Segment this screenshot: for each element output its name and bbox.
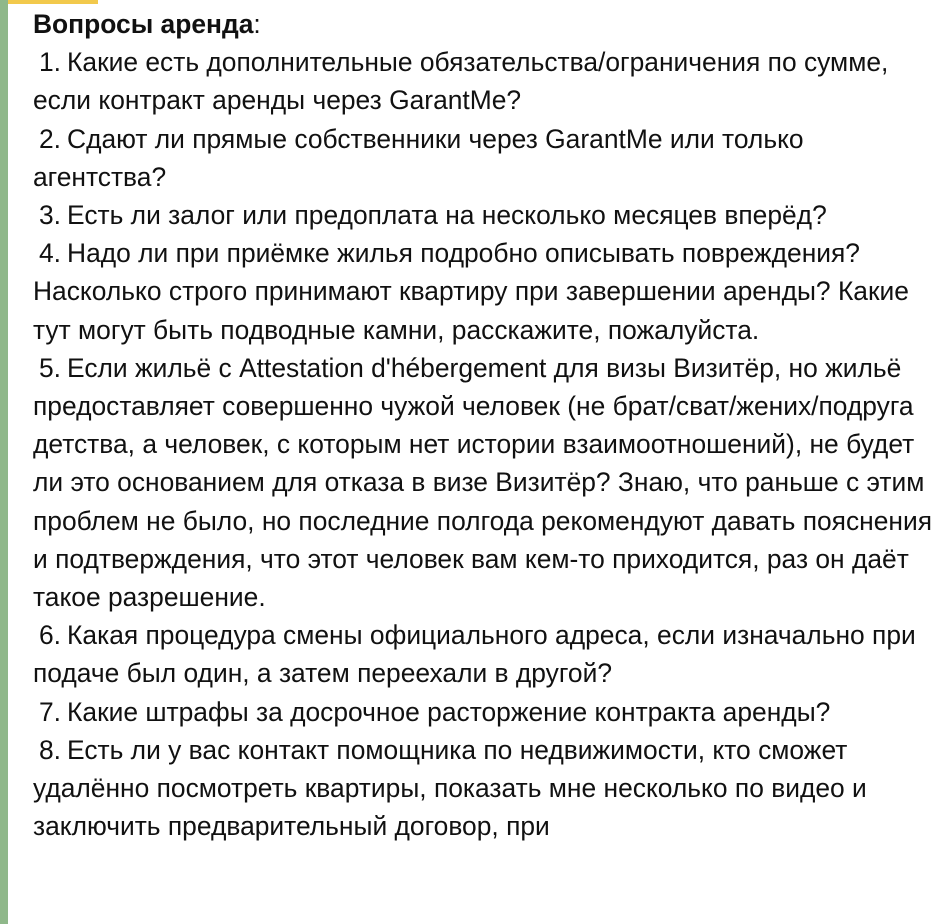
question-item-2 <box>33 120 938 196</box>
question-item-6 <box>33 616 938 692</box>
question-item-1 <box>33 43 938 119</box>
question-number: 8. <box>39 734 62 765</box>
question-number: 6. <box>39 620 62 651</box>
question-text: Есть ли залог или предоплата на несколько месяцев вперёд? <box>67 200 827 231</box>
question-number: 3. <box>39 200 62 231</box>
question-text: Сдают ли прямые собственники через GarantMe или только агентства? <box>33 123 804 192</box>
question-number: 7. <box>39 696 62 727</box>
question-text: Какая процедура смены официального адреса, если изначально при подаче был один, а затем переехали в другой? <box>33 620 916 689</box>
question-text: Надо ли при приёмке жилья подробно описывать повреждения? Насколько строго принимают квартиру при завершении аренды? Какие тут могут быть подводные камни, расскажите, пожалуйста. <box>33 238 909 345</box>
question-number: 5. <box>39 352 62 383</box>
message-body <box>33 5 938 845</box>
question-number: 1. <box>39 47 62 78</box>
question-item-7 <box>33 693 938 731</box>
message-quote-stripe <box>0 0 8 924</box>
question-text: Какие есть дополнительные обязательства/ограничения по сумме, если контракт аренды через GarantMe? <box>33 47 889 116</box>
question-text: Если жильё с Attestation d'hébergement для визы Визитёр, но жильё предоставляет совершенно чужой человек (не брат/сват/жених/подруга детства, а человек, с которым нет истории взаимоотношений), не будет ли это основанием для отказа в визе Визитёр? Знаю, что раньше с этим проблем не было, но последние полгода рекомендуют давать пояснения и подтверждения, что этот человек вам кем-то приходится, раз он даёт такое разрешение. <box>33 352 933 613</box>
heading-colon: : <box>253 9 261 39</box>
question-number: 4. <box>39 238 62 269</box>
question-item-3 <box>33 196 938 234</box>
question-item-4 <box>33 234 938 349</box>
question-text: Какие штрафы за досрочное расторжение контракта аренды? <box>67 696 831 727</box>
question-item-5 <box>33 349 938 616</box>
message-heading <box>33 5 938 43</box>
question-number: 2. <box>39 123 62 154</box>
question-text: Есть ли у вас контакт помощника по недвижимости, кто сможет удалённо посмотреть квартиры, показать мне несколько по видео и заключить предварительный договор, при <box>33 734 867 842</box>
message-top-accent <box>8 0 98 4</box>
heading-title: Вопросы аренда <box>33 9 254 39</box>
question-item-8 <box>33 731 938 846</box>
